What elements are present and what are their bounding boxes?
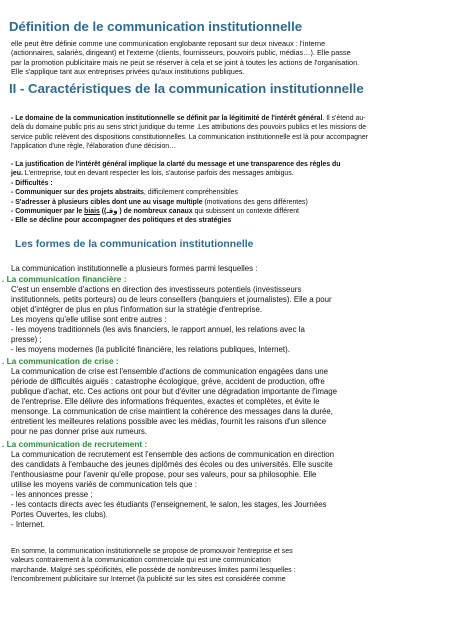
underlined-run: biais xyxy=(84,208,100,216)
text-line: (actionnaires, salariés, dirigeant) et l'externe (clients, fournisseurs, pouvoirs public, médias…). Elle passe xyxy=(11,48,351,58)
characteristic-paragraph-2 xyxy=(11,160,451,226)
subtitle-crise: . La communication de crise : xyxy=(2,356,119,366)
text-line: delà du domaine public pris au sens strict juridique du terme .Les attributions des pouvoirs publics et les missions de xyxy=(11,124,367,132)
text-line: elle peut être définie comme une communication englobante reposant sur deux niveaux : l'interne xyxy=(11,39,326,48)
text-line: C'est un ensemble d'actions en direction des investisseurs potentiels (investisseurs xyxy=(11,285,302,294)
text-line: - les annonces presse ; xyxy=(11,490,93,499)
bold-lead: - Le domaine de la communication institutionnelle se définit par la légitimité de l'intérêt général xyxy=(11,115,323,122)
text-line: Les moyens qu'elle utilise sont entre autres : xyxy=(11,315,167,324)
characteristic-paragraph-1 xyxy=(11,114,451,152)
text-line: En somme, la communication institutionnelle se propose de promouvoir l'entreprise et ses xyxy=(11,547,293,555)
list-item xyxy=(11,188,451,197)
subtitle-financiere: . La communication financière : xyxy=(2,274,127,284)
section-title-definition: Définition de le communication institutionnelle xyxy=(9,19,303,34)
list-item: - Elle se décline pour accompagner des politiques et des stratégies xyxy=(11,217,232,225)
text-line: publique d'achat, etc. Ces actions ont pour but d'éviter une dégradation importante de l'image xyxy=(11,387,338,396)
bold-run: ((وقـ ) de nombreux canaux xyxy=(99,208,193,216)
text-line: utilise les moyens variés de communication tels que : xyxy=(11,480,197,489)
text-line: presse) ; xyxy=(11,335,42,344)
text-line: La communication institutionnelle a plusieurs formes parmi lesquelles : xyxy=(11,264,258,273)
text-line: entretient les meilleures relations possible avec les médias, fournit les raisons d'un silence xyxy=(11,417,327,426)
text-line: - Internet. xyxy=(11,520,45,529)
recrutement-paragraph xyxy=(11,450,451,530)
difficultes-label: - Difficultés : xyxy=(11,179,53,187)
text-line: - les moyens traditionnels (les avis financiers, le rapport annuel, les relations avec la xyxy=(11,325,305,334)
forms-intro xyxy=(11,264,451,274)
text-line: pour ne pas donner prise aux rumeurs. xyxy=(11,427,147,436)
text-line: Portes Ouvertes, les clubs). xyxy=(11,510,108,519)
text-run: , difficilement compréhensibles xyxy=(143,189,238,197)
text-line: service public relèvent des dispositions constitutionnelles. La communication institutionnelle est là pour accompagner xyxy=(11,133,368,141)
text-line: de l'entreprise. Elle délivre des informations fréquentes, exactes et complètes, et évite le xyxy=(11,397,320,406)
section-title-caracteristiques: II - Caractéristiques de la communication institutionnelle xyxy=(9,81,364,96)
text-line: - les contacts directs avec les étudiants (l'enseignement, le salon, les stages, les Journées xyxy=(11,500,327,509)
text-line: par la promotion publicitaire mais ne peut se réserver à cela et se joint à toutes les actions de l'organisation. xyxy=(11,57,360,67)
subtitle-recrutement: . La communication de recrutement : xyxy=(2,439,148,449)
text-line: période de difficultés aiguës : catastrophe écologique, grève, accident de production, offre xyxy=(11,377,325,386)
bold-lead: - La justification de l'intérêt général implique la clarté du message et une transparence des règles du xyxy=(11,161,341,168)
text-line: Elle s'applique tant aux entreprises privées qu'aux institutions publiques. xyxy=(11,67,245,77)
text-line: mensonge. La communication de crise maintient la cohérence des messages dans la durée, xyxy=(11,407,333,416)
crise-paragraph xyxy=(11,367,451,437)
text-line: valeurs contrairement à la communication commerciale qui est une communication xyxy=(11,556,271,565)
text-run: (motivations des gens différentes) xyxy=(202,198,308,206)
conclusion-paragraph xyxy=(11,547,451,585)
list-item xyxy=(11,198,451,207)
text-line: des candidats à l'embauche des jeunes diplômés des écoles ou des universités. Elle suscite xyxy=(11,460,333,469)
financiere-paragraph xyxy=(11,285,451,355)
intro-paragraph xyxy=(11,39,451,77)
bold-run: jeu. xyxy=(11,170,23,178)
list-item xyxy=(11,207,451,216)
text-line: l'enthousiasme pour l'avenir qu'elle propose, pour ses valeurs, pour sa philosophie. Elle xyxy=(11,470,317,479)
text-line: institutionnels, petits porteurs) ou de leurs conseillers (banquiers et journalistes). Elle a pour xyxy=(11,295,332,304)
text-line: marchande. Malgré ses spécificités, elle possède de nombreuses limites parmi lesquelles : xyxy=(11,565,296,574)
bold-run: - Communiquer sur des projets abstraits xyxy=(11,189,144,197)
text-run: L'entreprise, tout en devant respecter les lois, s'autorise parfois des messages ambigus. xyxy=(22,170,294,178)
bold-run: - S'adresser à plusieurs cibles dont une au visage multiple xyxy=(11,198,203,206)
text-line: La communication de recrutement est l'ensemble des actions de communication en direction xyxy=(11,450,334,459)
text-line: La communication de crise est l'ensemble d'actions de communication engagées dans une xyxy=(11,367,329,376)
bold-run: - Communiquer par le xyxy=(11,208,85,216)
text-run: . Il s'étend au- xyxy=(322,115,366,122)
text-run: qui subissent un contexte différent xyxy=(192,208,299,216)
section-title-formes: Les formes de la communication institutionnelle xyxy=(15,239,254,250)
text-line xyxy=(11,169,451,178)
text-line: objet d'intégrer de plus en plus l'information sur la stratégie d'entreprise. xyxy=(11,305,263,314)
text-line xyxy=(11,114,451,123)
text-line: l'encombrement publicitaire sur Internet (la publicité sur les sites est considérée comme xyxy=(11,575,286,584)
text-line: l'application d'une règle, l'élaboration d'une décision… xyxy=(11,143,177,151)
text-line: - les moyens modernes (la publicité financière, les relations publiques, Internet). xyxy=(11,345,290,354)
